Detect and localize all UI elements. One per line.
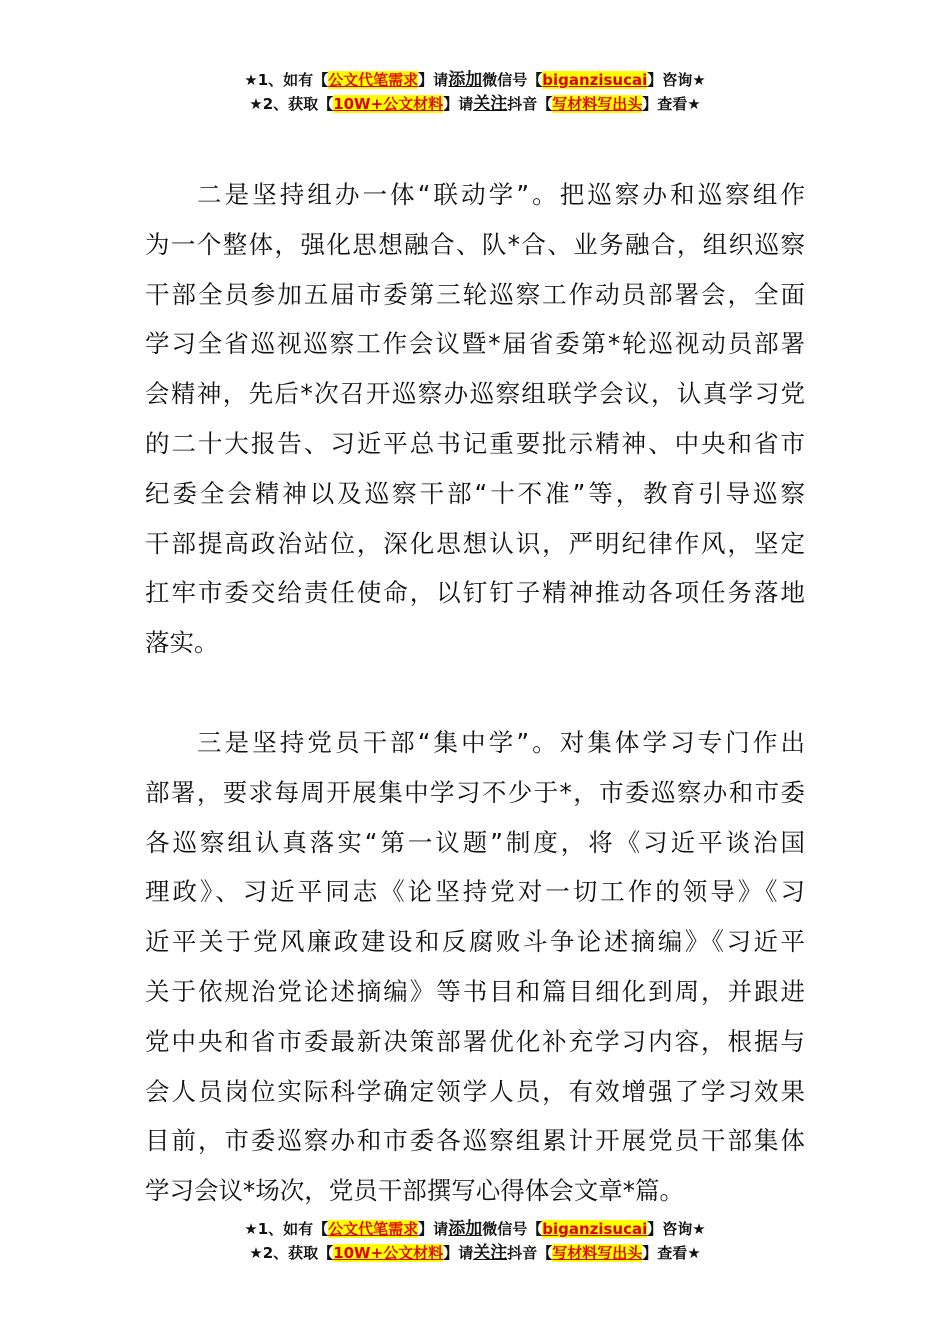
text: 】请 (418, 71, 449, 89)
text-line: 党中央和省市委最新决策部署优化补充学习内容，根据与 (145, 1026, 805, 1056)
text: 微信号【 (482, 1220, 543, 1238)
underlined-text: 关注 (473, 1243, 508, 1263)
text: 】请 (443, 1244, 474, 1262)
text-line: 近平关于党风廉政建设和反腐败斗争论述摘编》《习近平 (145, 927, 805, 957)
text-line: 学习会议*场次，党员干部撰写心得体会文章*篇。 (145, 1176, 684, 1206)
banner-line-1 (0, 68, 950, 92)
text: ★2、获取【 (249, 1244, 334, 1262)
text: 】请 (418, 1220, 449, 1238)
text-line: 落实。 (145, 628, 219, 658)
text: 微信号【 (482, 71, 543, 89)
paragraph-2 (145, 718, 805, 1216)
text-line: 为一个整体，强化思想融合、队*合、业务融合，组织巡察 (145, 229, 805, 259)
text: 】查看★ (642, 1244, 701, 1262)
text-line: 学习全省巡视巡察工作会议暨*届省委第*轮巡视动员部署 (145, 329, 805, 359)
text: 】咨询★ (647, 71, 706, 89)
text: 抖音【 (507, 1244, 553, 1262)
text-line: 干部提高政治站位，深化思想认识，严明纪律作风，坚定 (145, 528, 805, 558)
highlight: 10W+公文材料 (333, 1244, 444, 1262)
promo-banner-top (0, 68, 950, 116)
text-line: 部署，要求每周开展集中学习不少于*，市委巡察办和市委 (145, 777, 805, 807)
wechat-id: biganzisucai (542, 1220, 648, 1238)
text: 抖音【 (507, 95, 553, 113)
highlight: 公文代笔需求 (328, 1220, 419, 1238)
wechat-id: biganzisucai (542, 71, 648, 89)
underlined-text: 添加 (448, 1219, 483, 1239)
highlight: 10W+公文材料 (333, 95, 444, 113)
douyin-name: 写材料写出头 (552, 95, 643, 113)
douyin-name: 写材料写出头 (552, 1244, 643, 1262)
text: ★1、如有【 (244, 1220, 329, 1238)
text-line: 扛牢市委交给责任使命，以钉钉子精神推动各项任务落地 (145, 578, 805, 608)
text-line: 会人员岗位实际科学确定领学人员，有效增强了学习效果 (145, 1076, 805, 1106)
text-line: 二是坚持组办一体“联动学”。把巡察办和巡察组作 (197, 180, 805, 209)
underlined-text: 添加 (448, 70, 483, 90)
text-line: 理政》、习近平同志《论坚持党对一切工作的领导》《习 (145, 877, 805, 907)
text-line: 的二十大报告、习近平总书记重要批示精神、中央和省市 (145, 428, 805, 458)
text: ★2、获取【 (249, 95, 334, 113)
text: 】请 (443, 95, 474, 113)
banner-line-2 (0, 92, 950, 116)
paragraph-1 (145, 170, 805, 668)
underlined-text: 关注 (473, 94, 508, 114)
banner-line-1 (0, 1217, 950, 1241)
text-line: 纪委全会精神以及巡察干部“十不准”等，教育引导巡察 (145, 478, 805, 508)
text-line: 会精神，先后*次召开巡察办巡察组联学会议，认真学习党 (145, 379, 805, 409)
promo-banner-bottom (0, 1217, 950, 1265)
text-line: 各巡察组认真落实“第一议题”制度，将《习近平谈治国 (145, 827, 805, 857)
highlight: 公文代笔需求 (328, 71, 419, 89)
text: ★1、如有【 (244, 71, 329, 89)
text-line: 关于依规治党论述摘编》等书目和篇目细化到周，并跟进 (145, 976, 805, 1006)
text: 】查看★ (642, 95, 701, 113)
banner-line-2 (0, 1241, 950, 1265)
text-line: 干部全员参加五届市委第三轮巡察工作动员部署会，全面 (145, 279, 805, 309)
text: 】咨询★ (647, 1220, 706, 1238)
text-line: 目前，市委巡察办和市委各巡察组累计开展党员干部集体 (145, 1126, 805, 1156)
text-line: 三是坚持党员干部“集中学”。对集体学习专门作出 (197, 728, 805, 757)
